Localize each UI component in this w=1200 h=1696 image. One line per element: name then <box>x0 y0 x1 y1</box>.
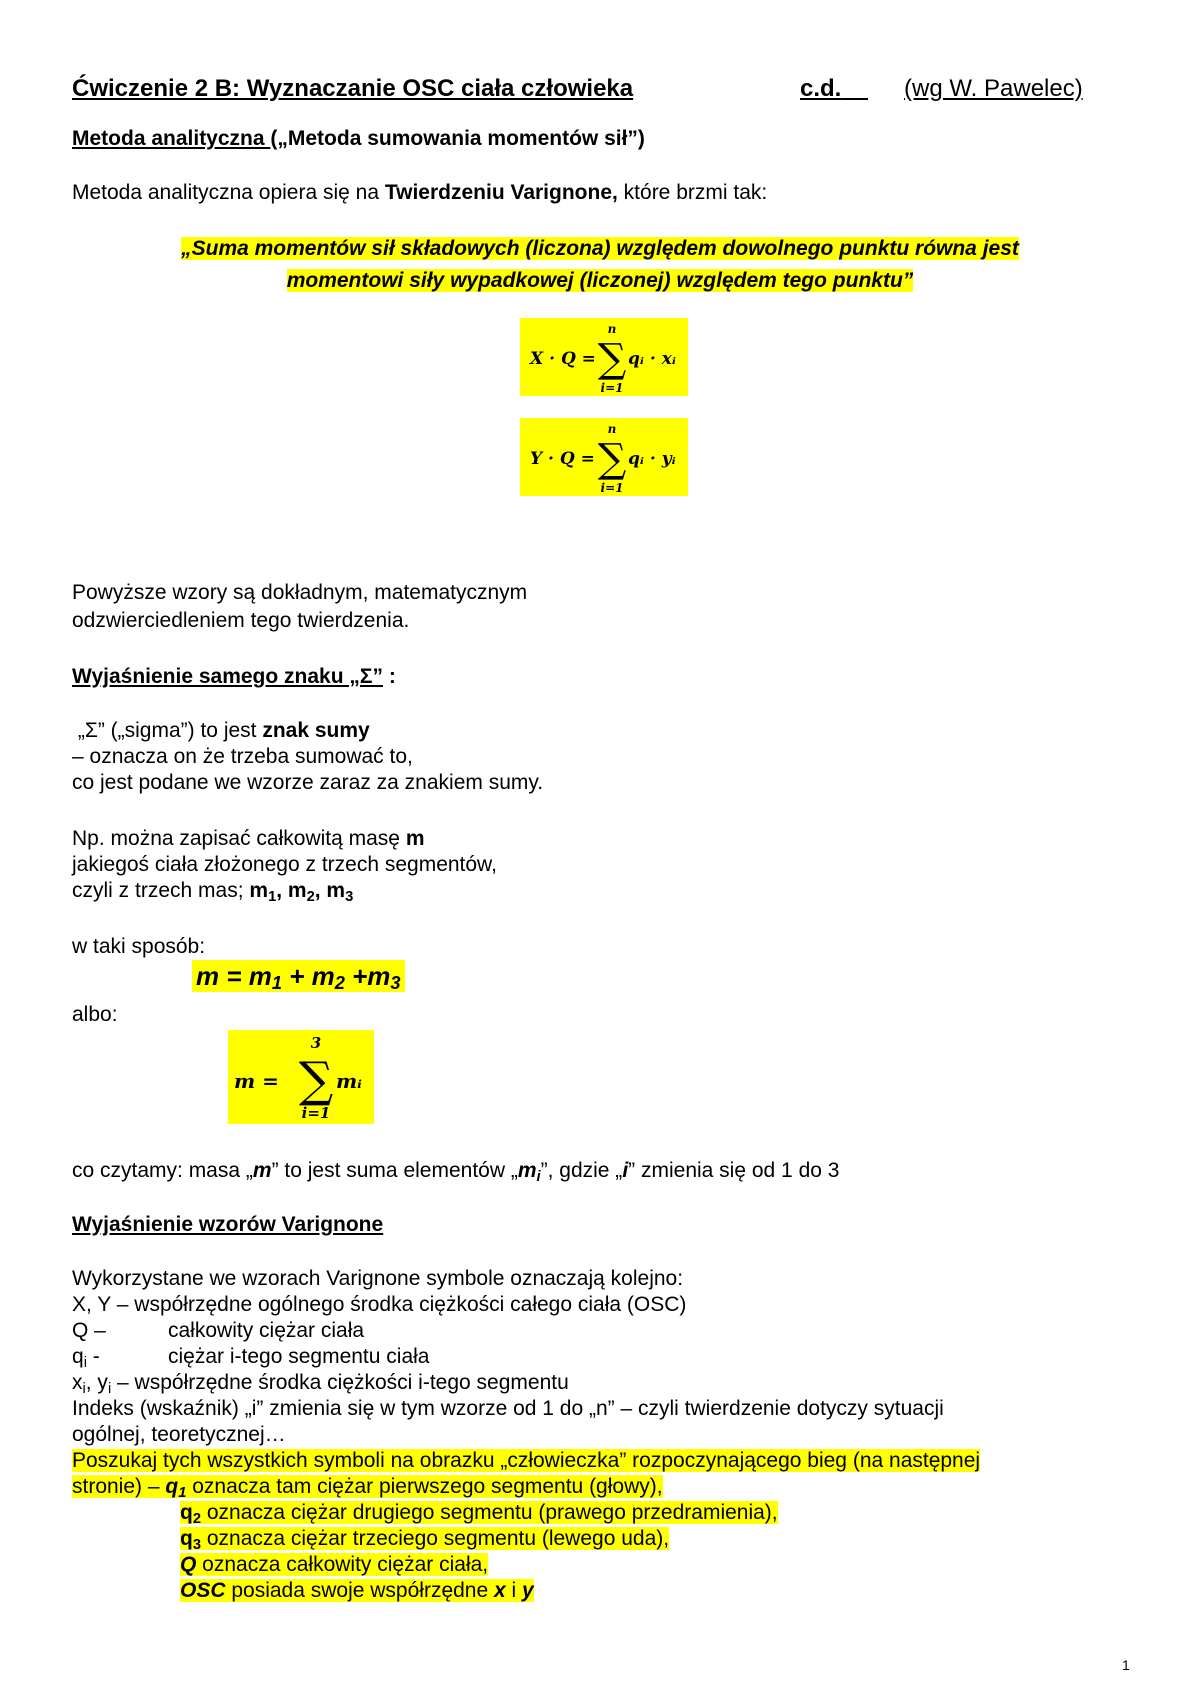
formula-y-q <box>520 418 688 496</box>
example-line4: w taki sposób: <box>72 935 206 958</box>
task-line2: stronie) – $q_1$ oznacza tam ciężar pierwszego segmentu (głowy), <box>72 1475 663 1501</box>
symbols-line1: Wykorzystane we wzorach Varignone symbole oznaczają kolejno: <box>72 1267 684 1290</box>
formula-mass-sigma <box>228 1030 374 1124</box>
sigma-line3: co jest podane we wzorze zaraz za znakiem sumy. <box>72 771 544 794</box>
task-line1: Poszukaj tych wszystkich symboli na obrazku „człowieczka” rozpoczynającego bieg (na następnej <box>72 1449 981 1472</box>
title-main: Ćwiczenie 2 B: Wyznaczanie OSC ciała człowieka <box>72 75 634 102</box>
title-author: (wg W. Pawelec) <box>904 75 1083 102</box>
sigma-line1: „Σ” („sigma”) to jest znak sumy <box>77 719 370 742</box>
symbols-line3: Q – całkowity ciężar ciała <box>72 1319 365 1342</box>
svg-text:n: n <box>607 322 617 336</box>
task-line4: $q_3$ oznacza ciężar trzeciego segmentu (lewego uda), <box>180 1527 670 1553</box>
formula-x-q <box>520 318 688 396</box>
mass-sum-equation: $m = m_1 + m_2 +m_3$ <box>192 960 405 992</box>
svg-text:Y · Q =: Y · Q = <box>530 449 595 469</box>
page-title <box>72 76 1132 102</box>
symbols-line5: $x_i$, $y_i$ – współrzędne środka ciężkości i-tego segmentu <box>72 1371 569 1397</box>
sigma-line2: – oznacza on że trzeba sumować to, <box>72 745 413 768</box>
example-line1: Np. można zapisać całkowitą masę m <box>72 827 425 850</box>
task-line5: Q oznacza całkowity ciężar ciała, <box>180 1553 489 1576</box>
svg-text:∑: ∑ <box>597 336 627 382</box>
task-line3: $q_2$ oznacza ciężar drugiego segmentu (prawego przedramienia), <box>180 1501 778 1527</box>
theorem-quote-line2: momentowi siły wypadkowej (liczonej) względem tego punktu” <box>286 269 914 292</box>
svg-text:m =: m = <box>234 1069 279 1093</box>
svg-text:3: 3 <box>310 1034 322 1052</box>
symbols-line7: ogólnej, teoretycznej… <box>72 1423 286 1446</box>
symbols-line2: X, Y – współrzędne ogólnego środka ciężkości całego ciała (OSC) <box>72 1293 687 1316</box>
svg-text:qᵢ · xᵢ: qᵢ · xᵢ <box>628 349 676 369</box>
example-line2: jakiegoś ciała złożonego z trzech segmentów, <box>72 853 497 876</box>
svg-text:i=1: i=1 <box>600 381 624 395</box>
reading-explanation: co czytamy: masa „m” to jest suma elementów $„m_i$”, gdzie „i” zmienia się od 1 do 3 <box>72 1159 840 1185</box>
example-line3: czyli z trzech mas; $m_1$, $m_2$, $m_3$ <box>72 879 354 905</box>
albo-label: albo: <box>72 1003 118 1026</box>
page-number: 1 <box>1122 1657 1130 1673</box>
theorem-quote-line1: „Suma momentów sił składowych (liczona) względem dowolnego punktu równa jest <box>181 237 1019 260</box>
svg-text:i=1: i=1 <box>301 1104 331 1122</box>
svg-text:n: n <box>607 422 617 436</box>
svg-text:qᵢ · yᵢ: qᵢ · yᵢ <box>628 449 676 469</box>
symbols-line6: Indeks (wskaźnik) „i” zmienia się w tym wzorze od 1 do „n” – czyli twierdzenie dotyczy sytuacji <box>72 1397 944 1420</box>
svg-text:X · Q =: X · Q = <box>530 349 596 369</box>
section-heading-varignone: Wyjaśnienie wzorów Varignone <box>72 1213 384 1236</box>
title-cd: c.d. <box>800 75 842 102</box>
formulas-description-line2: odzwierciedleniem tego twierdzenia. <box>72 609 410 632</box>
section-heading-sigma: Wyjaśnienie samego znaku „Σ” : <box>72 665 396 688</box>
intro-line: Metoda analityczna opiera się na Twierdzeniu Varignone, które brzmi tak: <box>72 181 768 204</box>
task-line6: OSC posiada swoje współrzędne x i y <box>180 1579 534 1602</box>
formulas-description-line1: Powyższe wzory są dokładnym, matematycznym <box>72 581 528 604</box>
section-heading-analytic: Metoda analityczna („Metoda sumowania momentów sił”) <box>72 127 645 150</box>
svg-text:∑: ∑ <box>298 1052 334 1108</box>
svg-text:∑: ∑ <box>597 436 627 482</box>
svg-text:i=1: i=1 <box>600 481 624 495</box>
svg-text:mᵢ: mᵢ <box>336 1069 362 1093</box>
symbols-line4: $q_i$ - ciężar i-tego segmentu ciała <box>72 1345 430 1371</box>
